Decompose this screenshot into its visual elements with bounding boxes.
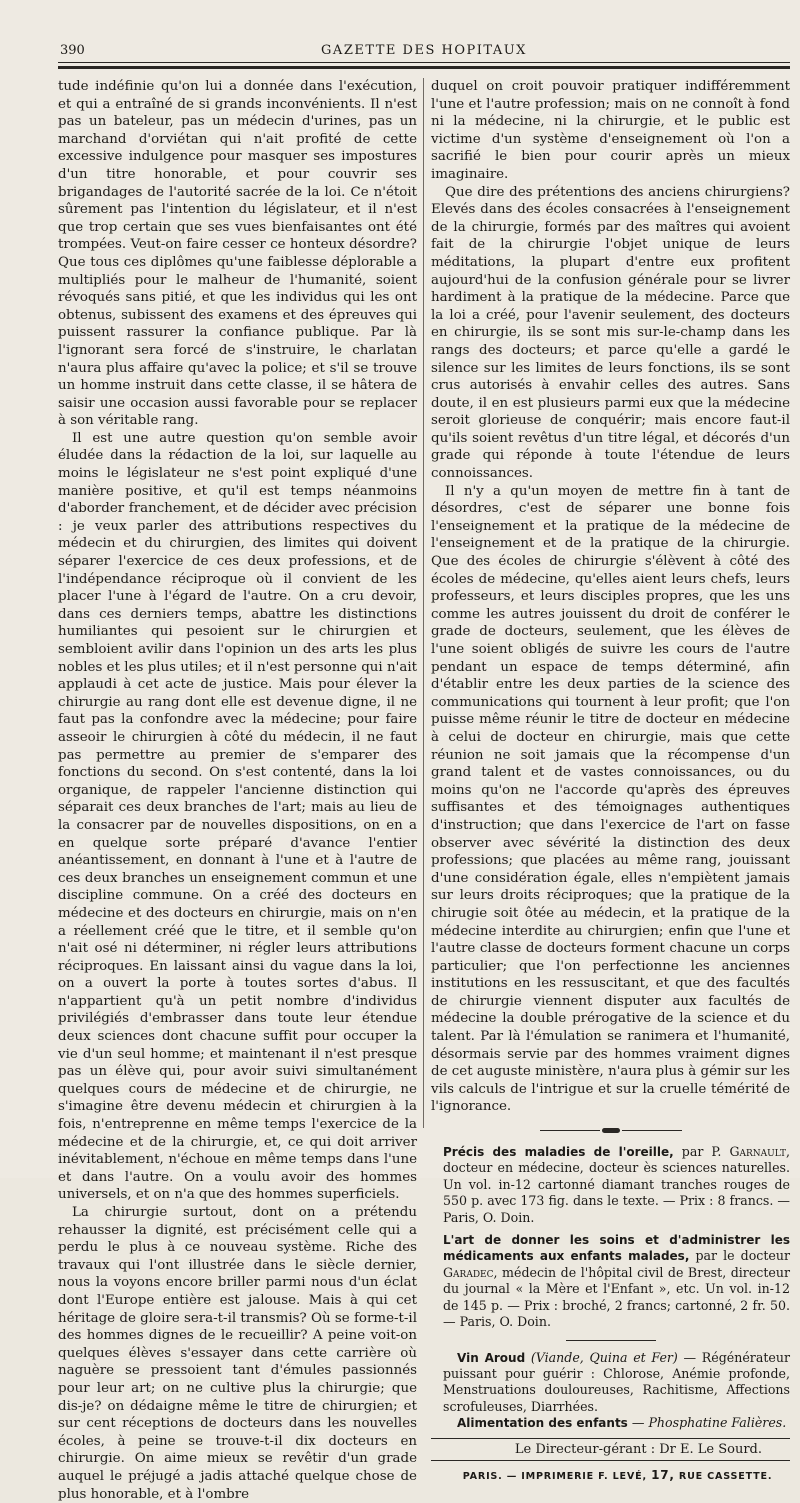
book-notice: Précis des maladies de l'oreille, par P. Garnault, docteur en médecine, docteur ès sciences naturelles. Un vol. in-12 cartonné diamant tranches rouges de 550 p. avec 173 fig. dans le texte. — Prix : 8 francs. — Paris, O. Doin.: [443, 1144, 790, 1225]
article-paragraph: Il n'y a qu'un moyen de mettre fin à tant de désordres, c'est de séparer une bonne fois l'enseignement et la pratique de la médecine de l'enseignement et de la pratique de la chirurgie. Que des écoles de chirurgie s'élèvent à côté des écoles de médecine, qu'elles aient leurs chefs, leurs professeurs, et leurs disciples propres, que les uns comme les autres jouissent du droit de conférer le grade de docteurs, seulement, que les élèves de l'une soient obligés de suivre les cours de l'autre pendant un espace de temps déterminé, afin d'établir entre les deux parties de la science des communications qui tournent à leur profit; que l'on puisse même réunir le titre de docteur en médecine à celui de docteur en chirurgie, mais que cette réunion ne soit jamais que la récompense d'un grand talent et de vastes connoissances, ou du moins qu'on ne l'accorde qu'après des épreuves suffisantes et des témoignages authentiques d'instruction; que dans l'exercice de l'art on fasse observer avec sévérité la distinction des deux professions; que placées au même rang, jouissant d'une considération égale, elles n'empiètent jamais sur leurs droits réciproques; que la pratique de la chirugie soit ôtée au médecin, et la pratique de la médecine interdite au chirurgien; enfin que l'une et l'autre classe de docteurs forment chacune un corps particulier; que l'on perfectionne les anciennes institutions en les ressuscitant, et que des facultés de chirurgie viennent disputer aux facultés de médecine la double prérogative de la science et du talent. Par là l'émulation se ranimera et l'humanité, désormais servie par des hommes vraiment dignes de cet auguste ministère, n'aura plus à gémir sur les vils calculs de l'intrigue et sur la cruelle témérité de l'ignorance.: [431, 483, 790, 1115]
book-notice-title: L'art de donner les soins et d'administrer les médicaments aux enfants malades,: [443, 1233, 790, 1264]
advertisement-title: Vin Aroud: [457, 1350, 526, 1365]
article-paragraph: Que dire des prétentions des anciens chirurgiens? Elevés dans des écoles consacrées à l'enseignement de la chirurgie, formés par des maîtres qui avoient fait de la chirurgie l'objet unique de leurs méditations, la plupart d'entre eux profitent aujourd'hui de la confusion générale pour se livrer hardiment à la pratique de la médecine. Parce que la loi a créé, pour l'avenir seulement, des docteurs en chirurgie, ils se sont mis sur-le-champ dans les rangs des docteurs; et parce qu'elle a gardé le silence sur les limites de leurs fonctions, ils se sont crus autorisés à envahir celles des autres. Sans doute, il en est plusieurs parmi eux que la médecine seroit glorieuse de conquérir; mais encore faut-il qu'ils soient revêtus d'un titre légal, et décorés d'un grade qui réponde à toute l'étendue de leurs connoissances.: [431, 184, 790, 482]
article-paragraph: tude indéfinie qu'on lui a donnée dans l'exécution, et qui a entraîné de si grands inconvénients. Il n'est pas un bateleur, pas un médecin d'urines, pas un marchand d'orviétan qui n'ait profité de cette excessive indulgence pour masquer ses impostures d'un titre honorable, et pour couvrir ses brigandages de l'autorité sacrée de la loi. Ce n'étoit sûrement pas l'intention du législateur, et il n'est que trop certain que ses vues bienfaisantes ont été trompées. Veut-on faire cesser ce honteux désordre? Que tous ces diplômes qu'une faiblesse déplorable a multipliés pour le malheur de l'humanité, soient révoqués sans pitié, et que les individus qui les ont obtenus, subissent des examens et des épreuves qui puissent rassurer la confiance publique. Par là l'ignorant sera forcé de s'instruire, le charlatan n'aura plus affaire qu'avec la police; et s'il se trouve un homme instruit dans cette classe, il se hâtera de saisir une occasion aussi favorable pour se replacer à son véritable rang.: [58, 79, 417, 429]
book-notice-author: Garnault,: [729, 1144, 790, 1160]
book-notice: L'art de donner les soins et d'administrer les médicaments aux enfants malades, par le docteur Garadec, médecin de l'hôpital civil de Brest, directeur du journal « la Mère et l'Enfant », etc. Un vol. in-12 de 145 p. — Prix : broché, 2 francs; cartonné, 2 fr. 50. — Paris, O. Doin.: [443, 1233, 791, 1330]
article-paragraph: Il est une autre question qu'on semble avoir éludée dans la rédaction de la loi, sur laquelle au moins le législateur ne s'est point expliqué d'une manière positive, et qu'il est temps néanmoins d'aborder franchement, et de décider avec précision : je veux parler des attributions respectives du médecin et du chirurgien, des limites qui doivent séparer l'exercice de ces deux professions, et de l'indépendance réciproque où il convient de les placer l'une à l'égard de l'autre. On a cru devoir, dans ces derniers temps, abattre les distinctions humiliantes qui pesoient sur le chirurgien et sembloient avilir dans l'opinion un des arts les plus nobles et les plus utiles; et il n'est personne qui n'ait applaudi à cet acte de justice. Mais pour élever la chirurgie au rang dont elle est devenue digne, il ne faut pas la confondre avec la médecine; pour faire asseoir le chirurgien à côté du médecin, il ne faut pas permettre au premier de s'emparer des fonctions du second. On s'est contenté, dans la loi organique, de rappeler l'ancienne distinction qui séparait ces deux branches de l'art; mais au lieu de la consacrer par de nouvelles dispositions, on en a en quelque sorte préparé d'avance l'entier anéantissement, en donnant à l'une et à l'autre de ces deux branches un enseignement commun et une discipline commune. On a créé des docteurs en médecine et des docteurs en chirurgie, mais on n'en a réellement créé que le titre, et il semble qu'on n'ait osé ni déterminer, ni régler leurs attributions réciproques. En laissant ainsi du vague dans la loi, on a ouvert la porte à toutes sortes d'abus. Il n'appartient qu'à un petit nombre d'individus privilégiés d'embrasser dans toute leur étendue deux sciences dont chacune suffit pour occuper la vie d'un seul homme; et maintenant il n'est presque pas un élève qui, pour avoir suivi simultanément quelques cours de médecine et de chirurgie, ne s'imagine être devenu médecin et chirurgien à la fois, n'entreprenne en même temps l'exercice de la médecine et de la chirurgie, et, ce qui doit arriver inévitablement, n'échoue en même temps dans l'une et dans l'autre. On a voulu avoir des hommes universels, et on n'a que des hommes superficiels.: [58, 430, 417, 1203]
section-divider: [566, 1340, 656, 1341]
article-paragraph: duquel on croit pouvoir pratiquer indifféremment l'une et l'autre profession; mais on ne connoît à fond ni la médecine, ni la chirurgie, et le public est victime d'un système d'enseignement où l'on a sacrifié le bien pour courir après un mieux imaginaire.: [431, 79, 790, 182]
page-number: 390: [60, 43, 85, 58]
advertisement: Vin Aroud (Viande, Quina et Fer) — Régénérateur puissant pour guérir : Chlorose, Anémie profonde, Menstruations douloureuses, Rachitisme, Affections scrofuleuses, Diarrhées.: [443, 1349, 790, 1414]
editor-rule: [431, 1460, 790, 1461]
page-header: [58, 38, 790, 60]
advertisement: Alimentation des enfants — Phosphatine Falières.: [457, 1415, 787, 1431]
editor-rule: [431, 1438, 790, 1439]
article-paragraph: La chirurgie surtout, dont on a prétendu rehausser la dignité, est précisément celle qui a perdu le plus à ce nouveau système. Riche des travaux qui l'ont illustrée dans le siècle dernier, nous la voyons encore briller parmi nous d'un éclat dont l'Europe entière est jalouse. Mais à qui cet héritage de gloire sera-t-il transmis? Où se forme-t-il des hommes dignes de le recueillir? A peine voit-on quelques élèves s'essayer dans cette carrière où naguère se pressoient tant d'émules passionnés pour leur art; on ne cultive plus la chirurgie; que dis-je? on dédaigne même le titre de chirurgien; et sur cent réceptions de docteurs dans les nouvelles écoles, à peine se trouve-t-il dix docteurs en chirurgie. On aime mieux se revêtir d'un grade auquel le préjugé a jadis attaché quelque chose de plus honorable, et à l'ombre: [58, 1205, 417, 1502]
advertisement-title: Alimentation des enfants: [457, 1416, 628, 1431]
column-divider: [423, 78, 424, 1128]
header-rule-thin: [58, 62, 790, 63]
book-notice-title: Précis des maladies de l'oreille,: [443, 1145, 674, 1160]
editor-line: Le Directeur-gérant : Dr E. Le Sourd.: [514, 1441, 762, 1457]
header-rule-thick: [58, 66, 790, 69]
left-column: [58, 78, 417, 1503]
book-notice-body: docteur en médecine, docteur ès sciences naturelles. Un vol. in-12 cartonné diamant tranches rouges de 550 p. avec 173 fig. dans le texte. — Prix : 8 francs. — Paris, O. Doin.: [443, 1160, 790, 1225]
ornamental-divider: [431, 1116, 790, 1144]
printer-line: PARIS. — IMPRIMERIE F. LEVÉ, 17, RUE CASSETTE.: [462, 1468, 773, 1483]
ornament-icon: [602, 1128, 620, 1133]
advertisement-body: — Régénérateur puissant pour guérir : Chlorose, Anémie profonde, Menstruations douloureuses, Rachitisme, Affections scrofuleuses, Diarrhées.: [443, 1349, 790, 1414]
journal-title: GAZETTE DES HOPITAUX: [321, 43, 527, 58]
book-notice-body: médecin de l'hôpital civil de Brest, directeur du journal « la Mère et l'Enfant », etc. Un vol. in-12 de 145 p. — Prix : broché, 2 francs; cartonné, 2 fr. 50. — Paris, O. Doin.: [443, 1264, 790, 1330]
right-column: [431, 78, 790, 1486]
book-notice-author: Garadec,: [443, 1264, 498, 1280]
